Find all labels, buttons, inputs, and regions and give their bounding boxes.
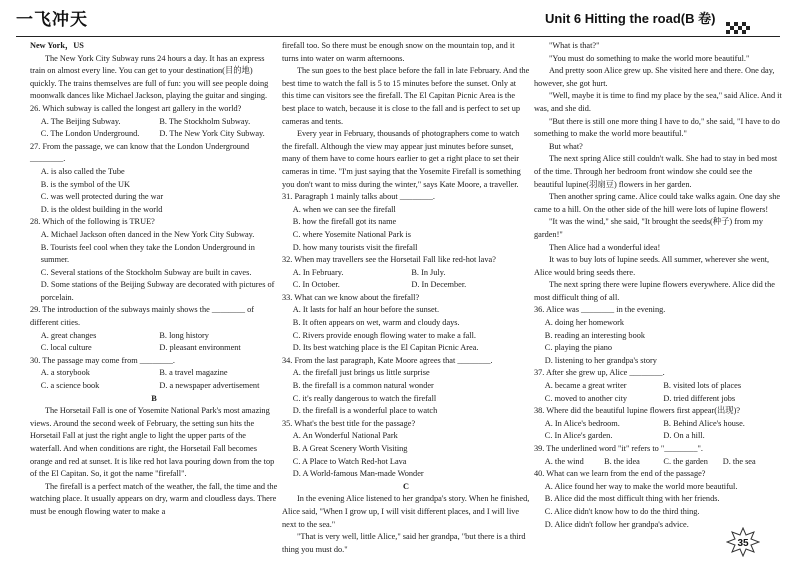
answer-option: A. In February. [292,267,344,277]
answer-option: B. a travel magazine [159,368,228,378]
answer-option: B. The Stockholm Subway. [159,116,251,126]
answer-option: C. a science book [40,381,100,391]
answer-option: D. the firefall is a wonderful place to watch [292,406,438,416]
answer-options-row [534,456,782,469]
answer-option: C. it's really dangerous to watch the firefall [292,393,437,403]
answer-option: C. where Yosemite National Park is [292,229,411,239]
text-line: "That is very well, little Alice," said her grandpa, "but there is a third thing you must do." [282,532,526,554]
column-middle [282,40,530,556]
text-line: The Horsetail Fall is one of Yosemite National Park's most amazing views. Around the second week of February, the setting sun hits the Horsetail Fall at just the right angle to light the upper parts of the waterfall. And when conditions are right, the Horsetail Fall becomes orange and red at sunset. It is like red hot lava pouring down from the top of the El Capitan. So, it got the name "firefall". [30,406,275,479]
answer-option: B. Tourists feel cool when they take the London Underground in summer. [40,242,255,265]
text-line: 32. When may travellers see the Horsetail Fall like red-hot lava? [282,255,496,265]
answer-options-row [30,330,278,343]
column-right [534,40,782,531]
answer-option: B. In July. [411,267,446,277]
answer-option: B. long history [159,330,209,340]
answer-option: C. In Alice's garden. [544,431,613,441]
text-line: Then another spring came. Alice could take walks again. One day she came to a hill. On the other side of the hill were lots of lupine flowers! [534,192,781,214]
answer-option: A. In Alice's bedroom. [544,418,620,428]
answer-options-row [30,342,278,355]
answer-option: D. tried different jobs [663,393,736,403]
text-line: firefall too. So there must be enough snow on the mountain top, and it turns into water on warm afternoons. [282,41,515,63]
answer-option: B. visited lots of places [663,381,742,391]
answer-option: A. The Beijing Subway. [40,116,121,126]
text-line: Then Alice had a wonderful idea! [548,242,661,252]
text-line: 35. What's the best title for the passage? [282,418,416,428]
answer-option: C. Rivers provide enough flowing water to make a fall. [292,330,476,340]
answer-option: B. It often appears on wet, warm and cloudy days. [292,318,460,328]
answer-option: C. was well protected during the war [40,192,164,202]
answer-option: B. A Great Scenery Worth Visiting [292,444,408,453]
text-line: 27. From the passage, we can know that the London Underground ________. [30,141,250,164]
answer-options-row [282,279,530,292]
text-line: In the evening Alice listened to her grandpa's story. When he finished, Alice said, "When I grow up, I will visit different places, and I will live next to the sea." [282,494,530,529]
text-line: 33. What can we know about the firefall? [282,292,420,302]
text-line: 28. Which of the following is TRUE? [30,217,155,227]
answer-option: D. Some stations of the Beijing Subway are decorated with pictures of porcelain. [40,280,275,302]
text-line: 37. After she grew up, Alice ________. [534,368,665,378]
text-line: And pretty soon Alice grew up. She visited here and there. One day, however, she got hurt. [534,66,775,88]
answer-option: B. reading an interesting book [544,330,646,340]
answer-option: A. Michael Jackson often danced in the New York City Subway. [40,229,255,239]
answer-options-row [282,267,530,280]
answer-option: B. is the symbol of the UK [40,179,130,189]
text-line: The next spring Alice still couldn't walk. She had to stay in bed most of the time. Through her bedroom front window she could see the beautiful lupine(羽扇豆) flowers in her garden. [534,154,778,189]
answer-option: A. An Wonderful National Park [292,431,398,441]
text-line: 38. Where did the beautiful lupine flowers first appear(出现)? [534,406,741,416]
text-line: 29. The introduction of the subways mainly shows the ________ of different cities. [30,305,255,328]
answer-option: B. how the firefall got its name [292,217,397,227]
answer-option: A. a storybook [40,368,90,378]
answer-option: A. It lasts for half an hour before the sunset. [292,305,440,315]
answer-option: C. moved to another city [544,393,628,403]
text-line: 39. The underlined word "it" refers to "________". [534,444,703,453]
answer-option: A. when we can see the firefall [292,204,396,214]
answer-option: B. Alice did the most difficult thing with her friends. [544,494,720,504]
answer-option: D. is the oldest building in the world [40,204,163,214]
answer-option: D. The New York City Subway. [159,129,265,139]
page-number-badge [726,527,760,557]
answer-option: D. A World-famous Man-made Wonder [292,469,424,479]
answer-options-row [30,380,278,393]
answer-options-row [30,116,278,129]
answer-option: D. the sea [722,456,756,466]
checker-decoration-icon [726,22,752,34]
answer-option: D. how many tourists visit the firefall [292,242,418,252]
text-line: "But there is still one more thing I have to do," she said, "I have to do something to make the world more beautiful." [534,116,780,139]
answer-option: A. became a great writer [544,381,627,391]
answer-option: C. Several stations of the Stockholm Subway are built in caves. [40,267,252,277]
answer-option: D. In December. [411,280,467,290]
text-line: "It was the wind," she said, "It brought the seeds(种子) from my garden!" [534,217,764,239]
text-line: Every year in February, thousands of photographers come to watch the firefall. Although the view may appear just minutes before sunset, many of them have to come hours earlier to get a right place to set their cameras in time. "I'm just saying that the Yosemite Firefall is something you don't want to miss during the winter," says Kate Moore, a traveller. [282,129,521,189]
answer-option: C. The London Underground. [40,129,140,139]
text-line: 36. Alice was ________ in the evening. [534,305,666,315]
answer-option: A. great changes [40,330,97,340]
answer-option: A. doing her homework [544,318,625,328]
answer-option: A. Alice found her way to make the world more beautiful. [544,481,738,491]
text-line: 26. Which subway is called the longest art gallery in the world? [30,103,242,113]
text-line: But what? [548,141,583,151]
text-line: 30. The passage may come from ________. [30,355,176,365]
answer-option: A. the wind [544,456,584,466]
text-line: "Well, maybe it is time to find my place by the sea," said Alice. And it was, and she did. [534,91,782,113]
answer-option: D. On a hill. [663,431,705,441]
brand-logo: 一飞冲天 [16,10,88,30]
answer-option: B. the firefall is a common natural wonder [292,381,434,391]
answer-option: D. pleasant environment [159,343,241,353]
answer-option: A. is also called the Tube [40,166,125,176]
column-left [30,40,278,519]
text-line: 40. What can we learn from the end of the passage? [534,469,706,479]
text-line: The next spring there were lupine flowers everywhere. Alice did the most difficult thing of all. [534,280,775,302]
answer-option: D. Alice didn't follow her grandpa's advice. [544,519,689,529]
section-heading: B [151,393,157,403]
answer-option: C. playing the piano [544,343,613,353]
answer-option: D. a newspaper advertisement [159,381,260,391]
answer-options-row [534,418,782,431]
text-line: The firefall is a perfect match of the weather, the fall, the time and the watching place. It usually appears on dry, warm and cloudless days. There must be enough flowing water to make a [30,481,278,516]
answer-option: D. Its best watching place is the El Capitan Picnic Area. [292,343,479,353]
text-line: "You must do something to make the world more beautiful." [548,53,750,63]
text-line: 31. Paragraph 1 mainly talks about ________. [282,192,436,202]
answer-option: B. Behind Alice's house. [663,418,745,428]
answer-options-row [30,128,278,141]
answer-option: C. In October. [292,280,340,290]
unit-title: Unit 6 Hitting the road(B 卷) [545,11,716,26]
answer-option: B. the idea [604,456,640,466]
answer-option: D. listening to her grandpa's story [544,355,657,365]
answer-option: C. the garden [663,456,708,466]
answer-options-row [30,367,278,380]
section-heading: C [403,481,409,491]
text-line: The New York City Subway runs 24 hours a day. It has an express train on almost every line. You can get to your destination(目的地) quickly. The trains themselves are full of fun: you will see people doing moonwalk dances like Michael Jackson, playing the guitar and singing. [30,53,269,101]
text-line: 34. From the last paragraph, Kate Moore agrees that ________. [282,355,493,365]
answer-option: C. Alice didn't know how to do the third thing. [544,506,700,516]
header-rule [16,36,780,37]
answer-options-row [534,380,782,393]
page-number: 35 [737,538,749,549]
passage-heading: New York，US [30,41,84,50]
answer-options-row [534,430,782,443]
text-line: "What is that?" [548,41,600,50]
answer-option: C. local culture [40,343,92,353]
answer-option: C. A Place to Watch Red-hot Lava [292,456,407,466]
text-line: The sun goes to the best place before the fall in late February. And the best time to watch the fall is 5 to 15 minutes before the sunset. Only at this time can visitors see the firefall. The El Capitan Picnic Area is the best place to watch, because it is close to the fall and is perfect to set up cameras and tents. [282,66,530,126]
answer-options-row [534,393,782,406]
text-line: It was to buy lots of lupine seeds. All summer, wherever she went, Alice would bring seeds there. [534,255,770,277]
answer-option: A. the firefall just brings us little surprise [292,368,430,378]
